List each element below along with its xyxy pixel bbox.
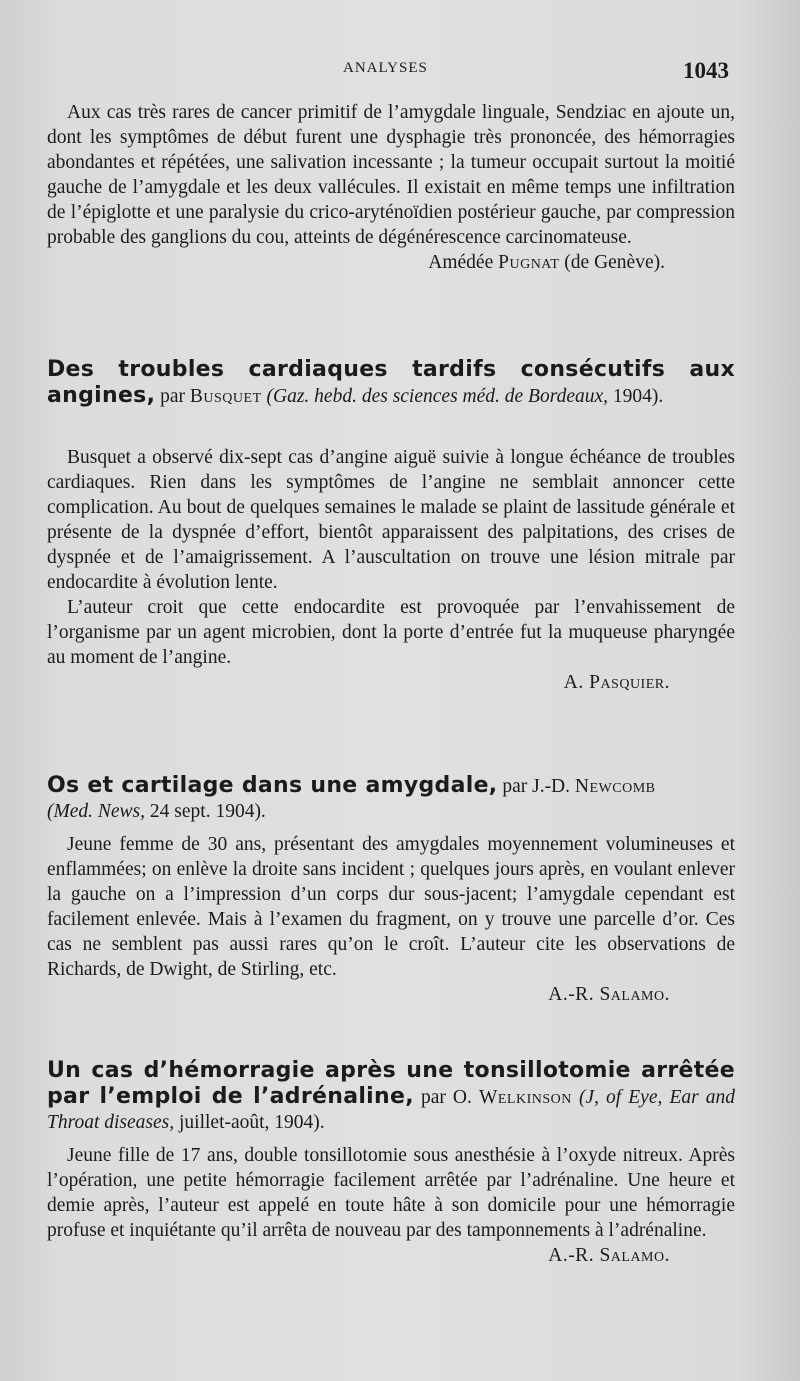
article-by: par J.-D. (502, 776, 571, 797)
signature: A. Pasquier. (563, 672, 670, 693)
article-source-end: 24 sept. 1904). (149, 801, 266, 822)
article-title: Un cas d’hémorragie après une tonsillotomie arrêtée par l’emploi de l’adrénaline, (47, 1058, 735, 1109)
signature: A.-R. Salamo. (548, 984, 670, 1005)
running-head (0, 58, 800, 88)
paragraph: L’auteur croit que cette endocardite est provoquée par l’envahissement de l’organisme par un agent microbien, dont la porte d’entrée fut la muqueuse pharyngée au moment de l’angine. (47, 597, 735, 668)
article-author: Welkinson (478, 1087, 572, 1108)
article-body (47, 1143, 735, 1268)
page-number: 1043 (683, 58, 729, 83)
article-continuation (47, 100, 735, 275)
article-author: Newcomb (574, 776, 656, 797)
signature-place: (de Genève). (564, 252, 665, 273)
paragraph: Busquet a observé dix-sept cas d’angine aiguë suivie à longue échéance de troubles cardiaques. Rien dans les symptômes de l’angine ne semblait annoncer cette complication. Au bout de quelques semaines le malade se plaint de lassitude générale et présente de la dyspnée d’effort, bientôt apparaissent des palpitations, des crises de dyspnée et de l’amaigrissement. A l’auscultation on trouve une lésion mitrale par endocardite à évolution lente. (47, 447, 735, 593)
article-source-end: 1904). (612, 386, 664, 407)
article-heading (47, 773, 735, 824)
article-heading (47, 1058, 735, 1135)
signature-first: Amédée (428, 252, 494, 273)
signature (47, 250, 665, 275)
article-title: Os et cartilage dans une amygdale, (47, 773, 498, 798)
article-source: (Med. News, (47, 801, 146, 822)
article-by: par O. (420, 1087, 472, 1108)
signature-name: Pugnat (498, 252, 560, 273)
article-source-end: juillet-août, 1904). (179, 1112, 325, 1133)
article-heading (47, 357, 735, 409)
running-title: ANALYSES (343, 60, 428, 76)
article-author: Busquet (189, 386, 262, 407)
paragraph: Aux cas très rares de cancer primitif de l’amygdale linguale, Sendziac en ajoute un, dont les symptômes de début furent une dysphagie très prononcée, des hémorragies abondantes et répétées, une salivation incessante ; la tumeur occupait surtout la moitié gauche de l’amygdale et les deux vallécules. Il existait en même temps une infiltration de l’épiglotte et une paralysie du crico-aryténoïdien postérieur gauche, par compression probable des ganglions du cou, atteints de dégénérescence carcinomateuse. (47, 102, 735, 248)
article-title: Des troubles cardiaques tardifs consécutifs aux angines, (47, 357, 735, 408)
paragraph: Jeune fille de 17 ans, double tonsillotomie sous anesthésie à l’oxyde nitreux. Après l’opération, une petite hémorragie facilement arrêtée par l’adrénaline. Une heure et demie après, l’auteur est appelé en toute hâte à son domicile pour une hémorragie profuse et inquiétante qu’il arrêta de nouveau par des tamponnements à l’adrénaline. (47, 1145, 735, 1241)
paragraph: Jeune femme de 30 ans, présentant des amygdales moyennement volumineuses et enflammées; on enlève la droite sans incident ; quelques jours après, en voulant enlever la gauche on a l’impression d’un corps dur sous-jacent; l’amygdale cependant est facilement enlevée. Mais à l’examen du fragment, on y trouve une parcelle d’or. Ces cas ne semblent pas aussi rares qu’on le croît. L’auteur cite les observations de Richards, de Dwight, de Stirling, etc. (47, 834, 735, 980)
signature: A.-R. Salamo. (548, 1245, 670, 1266)
article-source: (Gaz. hebd. des sciences méd. de Bordeaux, (266, 386, 609, 407)
article-body (47, 832, 735, 1007)
article-by: par (160, 386, 186, 407)
article-body (47, 445, 735, 695)
article-source: (J, of Eye, Ear and Throat diseases, (47, 1087, 736, 1133)
